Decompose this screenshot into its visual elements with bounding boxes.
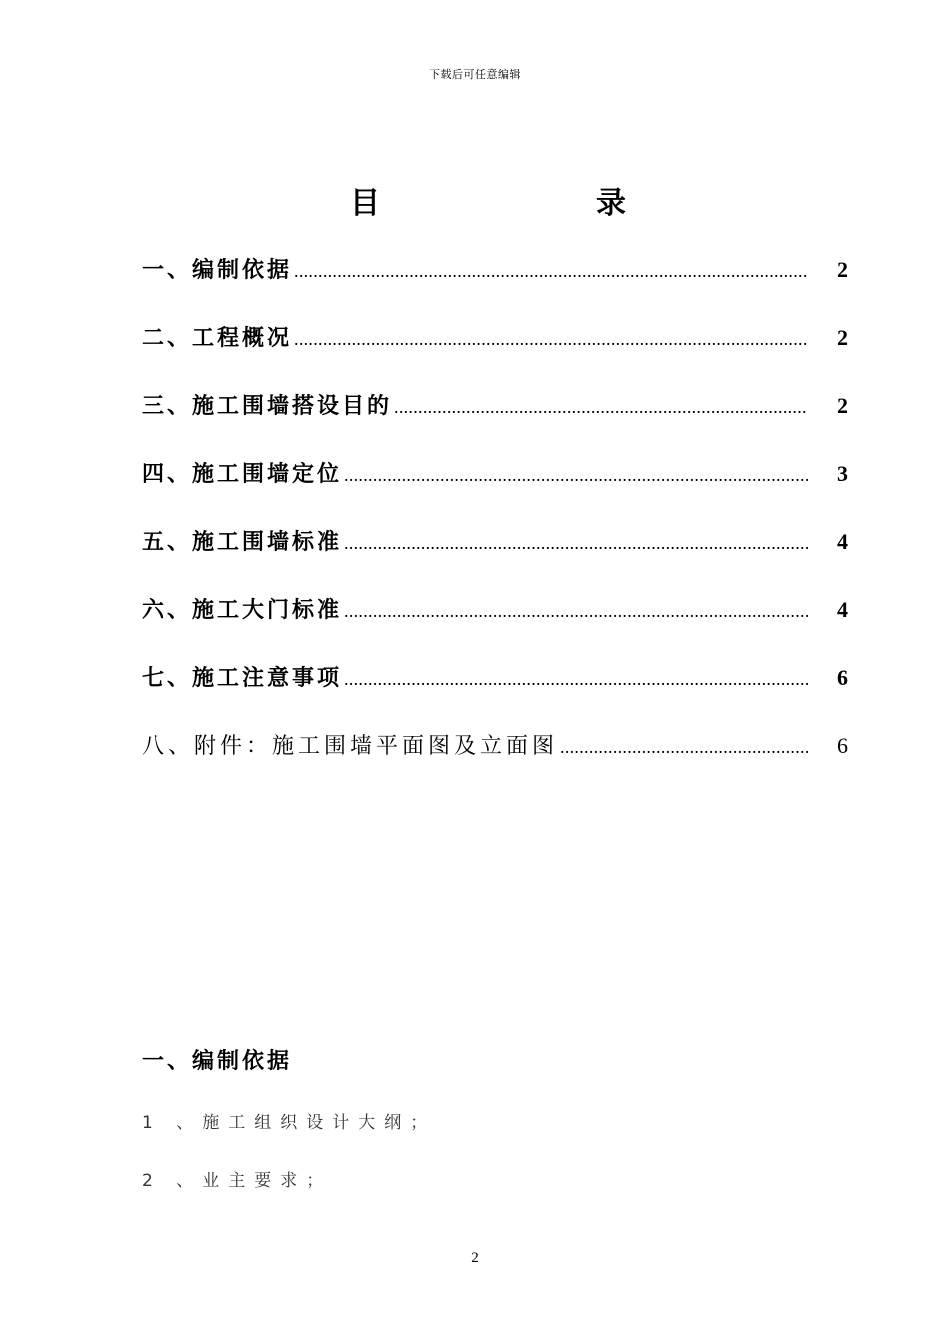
toc-entry-page: 6 bbox=[837, 665, 848, 690]
toc-entry-page: 4 bbox=[837, 597, 848, 622]
toc-entry-page: 2 bbox=[837, 393, 848, 418]
toc-entry-label: 八、附件：施工围墙平面图及立面图 bbox=[142, 734, 559, 759]
toc-leader-dots bbox=[344, 455, 808, 495]
section-heading: 一、编制依据 bbox=[142, 1049, 293, 1074]
toc-entry[interactable] bbox=[142, 658, 848, 726]
toc-title-char-2: 录 bbox=[596, 186, 626, 221]
page-number: 2 bbox=[471, 1250, 479, 1266]
toc-entry-page: 6 bbox=[837, 733, 848, 758]
toc-title bbox=[0, 184, 950, 228]
toc-entry-label: 二、工程概况 bbox=[142, 326, 293, 351]
toc-entry-label: 三、施工围墙搭设目的 bbox=[142, 394, 393, 419]
toc-entry-label: 五、施工围墙标准 bbox=[142, 530, 343, 555]
body-list-item: 2 、业主要求； bbox=[142, 1171, 333, 1191]
toc-entry[interactable] bbox=[142, 454, 848, 522]
toc-entry[interactable] bbox=[142, 522, 848, 590]
toc-entry-label: 七、施工注意事项 bbox=[142, 666, 343, 691]
toc-entry[interactable] bbox=[142, 318, 848, 386]
toc-leader-dots bbox=[344, 591, 808, 631]
toc-leader-dots bbox=[294, 251, 808, 291]
toc-entry[interactable] bbox=[142, 386, 848, 454]
toc-entry-label: 六、施工大门标准 bbox=[142, 598, 343, 623]
toc-entry[interactable] bbox=[142, 590, 848, 658]
toc-entry-page: 4 bbox=[837, 529, 848, 554]
toc-leader-dots bbox=[560, 727, 808, 767]
toc-entry-label: 一、编制依据 bbox=[142, 258, 293, 283]
toc-leader-dots bbox=[394, 387, 808, 427]
toc-leader-dots bbox=[294, 319, 808, 359]
toc-entry-page: 3 bbox=[837, 461, 848, 486]
toc-entry-label: 四、施工围墙定位 bbox=[142, 462, 343, 487]
toc-entry[interactable] bbox=[142, 250, 848, 318]
body-list-item: 1 、施工组织设计大纲； bbox=[142, 1113, 437, 1133]
toc-entry-page: 2 bbox=[837, 325, 848, 350]
toc-title-char-1: 目 bbox=[350, 186, 380, 221]
toc-leader-dots bbox=[344, 523, 808, 563]
toc-entry-page: 2 bbox=[837, 257, 848, 282]
toc-list bbox=[142, 250, 848, 794]
header-note: 下载后可任意编辑 bbox=[429, 68, 521, 81]
toc-leader-dots bbox=[344, 659, 808, 699]
toc-entry[interactable] bbox=[142, 726, 848, 794]
